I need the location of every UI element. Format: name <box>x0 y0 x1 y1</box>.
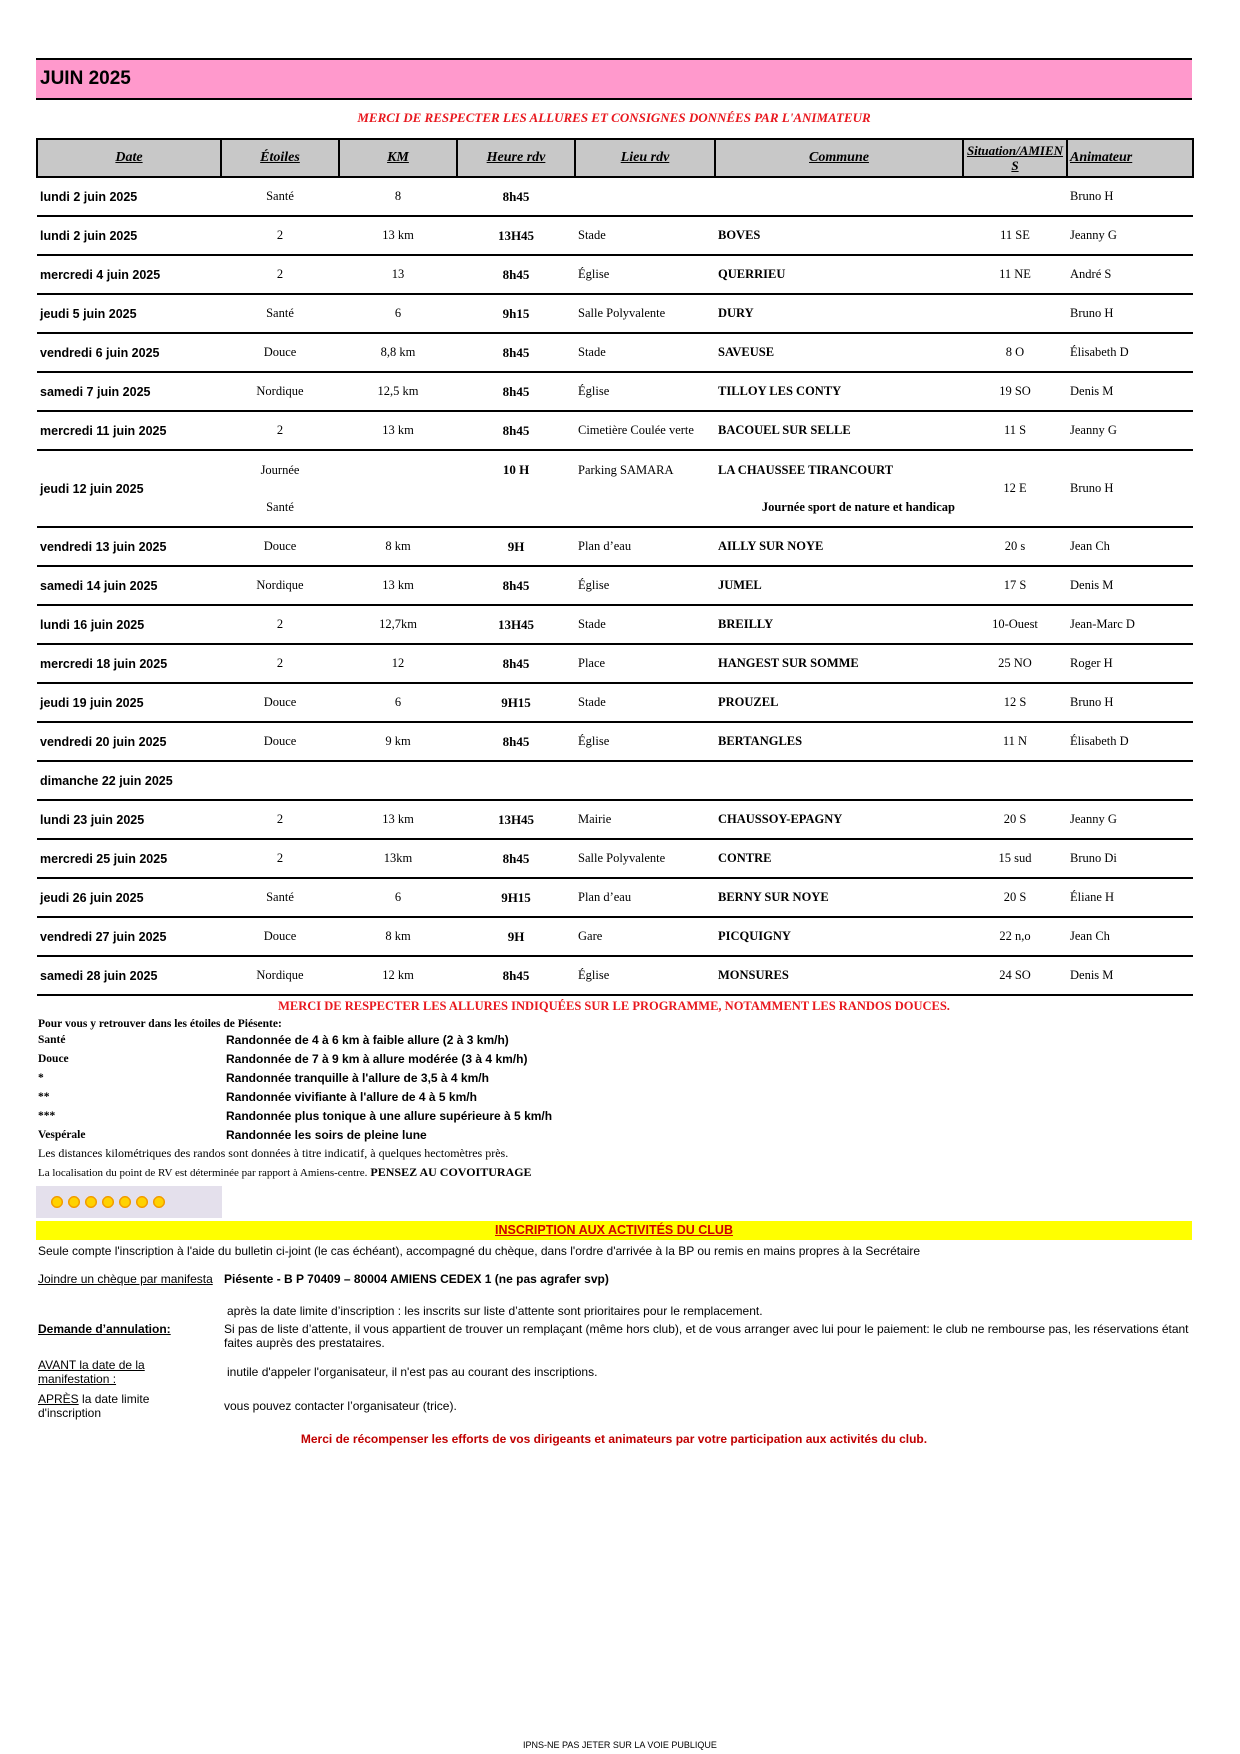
row-heure: 8h45 <box>457 956 575 995</box>
row-date: vendredi 6 juin 2025 <box>37 333 221 372</box>
table-row <box>37 333 1193 372</box>
row-km: 12,7km <box>339 605 457 644</box>
row-animateur: Bruno H <box>1067 294 1193 333</box>
row-situation: 10-Ouest <box>963 605 1067 644</box>
legend-value: Randonnée plus tonique à une allure supérieure à 5 km/h <box>226 1108 553 1123</box>
row-animateur: Jeanny G <box>1067 216 1193 255</box>
table-row <box>37 878 1193 917</box>
row-km: 9 km <box>339 722 457 761</box>
cheque-address: Piésente - B P 70409 – 80004 AMIENS CEDEX 1 (ne pas agrafer svp) <box>224 1272 609 1286</box>
row-commune: DURY <box>715 294 963 333</box>
row-date: lundi 23 juin 2025 <box>37 800 221 839</box>
row-km: 12 km <box>339 956 457 995</box>
row-km <box>339 489 457 527</box>
row-etoiles <box>221 761 339 800</box>
table-row <box>37 177 1193 216</box>
row-commune <box>715 177 963 216</box>
row-km: 8 km <box>339 917 457 956</box>
apres-label-u: APRÈS <box>38 1392 79 1406</box>
row-etoiles: Santé <box>221 489 339 527</box>
row-lieu: Gare <box>575 917 715 956</box>
row-etoiles: 2 <box>221 411 339 450</box>
row-lieu: Mairie <box>575 800 715 839</box>
row-lieu: Parking SAMARA <box>578 462 674 477</box>
row-commune: QUERRIEU <box>715 255 963 294</box>
legend-item <box>36 1125 1192 1144</box>
row-date: jeudi 12 juin 2025 <box>37 450 221 527</box>
table-body-2 <box>37 527 1193 995</box>
row-km: 6 <box>339 294 457 333</box>
row-km: 8 km <box>339 527 457 566</box>
table-row <box>37 411 1193 450</box>
row-heure: 9H15 <box>457 683 575 722</box>
row-situation: 24 SO <box>963 956 1067 995</box>
row-etoiles: Santé <box>221 177 339 216</box>
row-date: mercredi 18 juin 2025 <box>37 644 221 683</box>
row-commune: BACOUEL SUR SELLE <box>715 411 963 450</box>
row-lieu <box>575 761 715 800</box>
col-situation: Situation/AMIENS <box>963 139 1067 177</box>
row-etoiles: 2 <box>221 216 339 255</box>
sun-icon <box>84 1195 98 1209</box>
row-situation: 11 S <box>963 411 1067 450</box>
row-lieu: Stade <box>575 605 715 644</box>
table-row <box>37 839 1193 878</box>
legend-list <box>36 1030 1192 1144</box>
row-etoiles: Douce <box>221 527 339 566</box>
inscription-text: Seule compte l'inscription à l'aide du bulletin ci-joint (le cas échéant), accompagné du chèque, dans l'ordre d'arrivée à la BP ou remis en mains propres à la Secrétaire <box>38 1244 921 1258</box>
row-etoiles: Nordique <box>221 566 339 605</box>
legend-note-2 <box>38 1163 1192 1182</box>
special-event-title: Journée sport de nature et handicap <box>457 489 963 527</box>
row-etoiles: 2 <box>221 255 339 294</box>
row-animateur: André S <box>1067 255 1193 294</box>
row-km: 13 km <box>339 216 457 255</box>
row-lieu: Stade <box>575 683 715 722</box>
row-lieu: Place <box>575 644 715 683</box>
legend-key: * <box>38 1071 44 1084</box>
row-heure: 10 H <box>502 462 530 477</box>
row-lieu: Cimetière Coulée verte <box>575 411 715 450</box>
row-lieu: Stade <box>575 333 715 372</box>
legend-note-2-bold: PENSEZ AU COVOITURAGE <box>370 1165 532 1179</box>
row-etoiles: Douce <box>221 683 339 722</box>
table-body-1 <box>37 177 1193 450</box>
table-row <box>37 917 1193 956</box>
legend-value: Randonnée de 4 à 6 km à faible allure (2 à 3 km/h) <box>226 1032 509 1047</box>
row-commune: JUMEL <box>715 566 963 605</box>
row-km: 6 <box>339 878 457 917</box>
legend-key: Douce <box>38 1052 69 1065</box>
row-heure: 8h45 <box>457 566 575 605</box>
row-situation: 11 SE <box>963 216 1067 255</box>
row-lieu: Église <box>575 566 715 605</box>
cheque-label: Joindre un chèque par manifesta <box>38 1272 213 1286</box>
row-heure: 8h45 <box>457 411 575 450</box>
row-heure: 8h45 <box>457 333 575 372</box>
row-etoiles: Douce <box>221 333 339 372</box>
legend-item <box>36 1087 1192 1106</box>
legend-item <box>36 1030 1192 1049</box>
row-etoiles: 2 <box>221 800 339 839</box>
row-date: dimanche 22 juin 2025 <box>37 761 221 800</box>
row-date: samedi 14 juin 2025 <box>37 566 221 605</box>
row-etoiles: 2 <box>221 605 339 644</box>
table-row <box>37 683 1193 722</box>
row-km: 12 <box>339 644 457 683</box>
legend-key: *** <box>38 1109 56 1122</box>
table-row <box>37 294 1193 333</box>
col-heure: Heure rdv <box>457 139 575 177</box>
row-date: jeudi 26 juin 2025 <box>37 878 221 917</box>
legend-value: Randonnée tranquille à l'allure de 3,5 à 4 km/h <box>226 1070 489 1085</box>
legend-note-1: Les distances kilométriques des randos sont données à titre indicatif, à quelques hectomètres près. <box>38 1146 509 1160</box>
row-etoiles: Douce <box>221 917 339 956</box>
row-lieu: Stade <box>575 216 715 255</box>
row-km: 13 km <box>339 800 457 839</box>
col-animateur: Animateur <box>1067 139 1193 177</box>
table-row <box>37 216 1193 255</box>
row-heure: 13H45 <box>457 800 575 839</box>
legend <box>36 1018 1192 1218</box>
row-animateur: Bruno H <box>1067 450 1193 527</box>
row-etoiles: Santé <box>221 878 339 917</box>
row-animateur: Élisabeth D <box>1067 333 1193 372</box>
row-commune: BOVES <box>715 216 963 255</box>
row-heure: 9h15 <box>457 294 575 333</box>
row-km: 8,8 km <box>339 333 457 372</box>
row-date: lundi 16 juin 2025 <box>37 605 221 644</box>
row-situation <box>963 294 1067 333</box>
row-date: vendredi 20 juin 2025 <box>37 722 221 761</box>
row-km: 13km <box>339 839 457 878</box>
row-animateur: Bruno H <box>1067 177 1193 216</box>
row-heure: 8h45 <box>457 177 575 216</box>
row-etoiles: Douce <box>221 722 339 761</box>
row-lieu <box>575 177 715 216</box>
row-lieu: Église <box>575 372 715 411</box>
avant-row <box>36 1358 1192 1386</box>
bottom-warning: MERCI DE RESPECTER LES ALLURES INDIQUÉES SUR LE PROGRAMME, NOTAMMENT LES RANDOS DOUCES. <box>278 999 950 1013</box>
row-animateur: Denis M <box>1067 956 1193 995</box>
legend-item <box>36 1106 1192 1125</box>
final-message: Merci de récompenser les efforts de vos dirigeants et animateurs par votre participation aux activités du club. <box>300 1432 928 1446</box>
row-commune: CONTRE <box>715 839 963 878</box>
cheque-row <box>36 1272 1192 1298</box>
row-lieu: Plan d’eau <box>575 878 715 917</box>
row-km: 13 <box>339 255 457 294</box>
legend-item <box>36 1068 1192 1087</box>
row-heure: 8h45 <box>457 839 575 878</box>
row-situation: 20 S <box>963 800 1067 839</box>
row-km: 13 km <box>339 566 457 605</box>
row-etoiles: Nordique <box>221 956 339 995</box>
row-commune: PROUZEL <box>715 683 963 722</box>
row-date: vendredi 13 juin 2025 <box>37 527 221 566</box>
col-km: KM <box>339 139 457 177</box>
row-lieu: Salle Polyvalente <box>575 839 715 878</box>
row-animateur: Jeanny G <box>1067 411 1193 450</box>
row-date: lundi 2 juin 2025 <box>37 177 221 216</box>
row-animateur: Jean-Marc D <box>1067 605 1193 644</box>
row-situation: 17 S <box>963 566 1067 605</box>
legend-note-2-text: La localisation du point de RV est déterminée par rapport à Amiens-centre. <box>38 1167 368 1179</box>
row-date: lundi 2 juin 2025 <box>37 216 221 255</box>
row-animateur: Jean Ch <box>1067 917 1193 956</box>
row-commune: HANGEST SUR SOMME <box>715 644 963 683</box>
row-km: 8 <box>339 177 457 216</box>
row-situation: 20 S <box>963 878 1067 917</box>
row-lieu: Église <box>575 722 715 761</box>
row-heure: 13H45 <box>457 605 575 644</box>
row-heure: 8h45 <box>457 255 575 294</box>
row-commune <box>715 761 963 800</box>
row-situation: 8 O <box>963 333 1067 372</box>
row-animateur: Élisabeth D <box>1067 722 1193 761</box>
row-heure: 9H <box>457 917 575 956</box>
row-km: 12,5 km <box>339 372 457 411</box>
row-situation: 20 s <box>963 527 1067 566</box>
table-row <box>37 800 1193 839</box>
row-situation <box>963 177 1067 216</box>
legend-key: ** <box>38 1090 50 1103</box>
legend-value: Randonnée les soirs de pleine lune <box>226 1127 427 1142</box>
row-heure: 8h45 <box>457 722 575 761</box>
row-etoiles: 2 <box>221 644 339 683</box>
row-animateur: Bruno Di <box>1067 839 1193 878</box>
legend-key: Vespérale <box>38 1128 86 1141</box>
row-commune: LA CHAUSSEE TIRANCOURT <box>718 462 894 477</box>
after-limit-row <box>36 1298 1192 1318</box>
row-commune: TILLOY LES CONTY <box>715 372 963 411</box>
row-commune: MONSURES <box>715 956 963 995</box>
row-animateur: Éliane H <box>1067 878 1193 917</box>
special-row <box>37 450 1193 527</box>
avant-label <box>36 1358 206 1386</box>
row-situation: 15 sud <box>963 839 1067 878</box>
row-date: jeudi 19 juin 2025 <box>37 683 221 722</box>
table-row <box>37 566 1193 605</box>
row-animateur: Bruno H <box>1067 683 1193 722</box>
legend-value: Randonnée vivifiante à l'allure de 4 à 5 km/h <box>226 1089 477 1104</box>
row-date: mercredi 11 juin 2025 <box>37 411 221 450</box>
row-situation: 11 N <box>963 722 1067 761</box>
row-etoiles: Nordique <box>221 372 339 411</box>
inscription-title: INSCRIPTION AUX ACTIVITÉS DU CLUB <box>36 1221 1192 1240</box>
sun-icon <box>152 1195 166 1209</box>
top-warning: MERCI DE RESPECTER LES ALLURES ET CONSIGNES DONNÉES PAR L'ANIMATEUR <box>357 110 871 125</box>
row-commune: AILLY SUR NOYE <box>715 527 963 566</box>
table-header <box>37 139 1193 177</box>
annulation-text: Si pas de liste d’attente, il vous appartient de trouver un remplaçant (même hors club), et de vous arranger avec lui pour le paiement: le club ne rembourse pas, les réservations étant faites auprès des prestataires. <box>224 1322 1189 1350</box>
row-commune: PICQUIGNY <box>715 917 963 956</box>
row-km <box>339 761 457 800</box>
row-commune: BERTANGLES <box>715 722 963 761</box>
annulation-label: Demande d’annulation: <box>38 1322 171 1336</box>
row-heure: 8h45 <box>457 644 575 683</box>
table-row <box>37 956 1193 995</box>
avant-label-rest: la date de la manifestation : <box>38 1358 145 1386</box>
annulation-row <box>36 1322 1192 1350</box>
row-situation: 25 NO <box>963 644 1067 683</box>
legend-value: Randonnée de 7 à 9 km à allure modérée (3 à 4 km/h) <box>226 1051 528 1066</box>
row-animateur <box>1067 761 1193 800</box>
table-row <box>37 527 1193 566</box>
row-commune: BREILLY <box>715 605 963 644</box>
row-date: vendredi 27 juin 2025 <box>37 917 221 956</box>
row-heure: 9H15 <box>457 878 575 917</box>
row-km <box>339 450 457 489</box>
legend-key: Santé <box>38 1033 66 1046</box>
row-etoiles: Journée <box>260 462 300 477</box>
apres-text: vous pouvez contacter l’organisateur (trice). <box>224 1399 457 1413</box>
sun-icon <box>67 1195 81 1209</box>
col-date: Date <box>37 139 221 177</box>
apres-label-rest: la date limite d'inscription <box>38 1392 150 1420</box>
month-title: JUIN 2025 <box>36 58 1192 100</box>
row-animateur: Jeanny G <box>1067 800 1193 839</box>
row-situation: 12 S <box>963 683 1067 722</box>
row-animateur: Denis M <box>1067 566 1193 605</box>
row-date: mercredi 4 juin 2025 <box>37 255 221 294</box>
page <box>36 58 1192 1446</box>
row-commune: CHAUSSOY-EPAGNY <box>715 800 963 839</box>
row-date: jeudi 5 juin 2025 <box>37 294 221 333</box>
row-commune: BERNY SUR NOYE <box>715 878 963 917</box>
row-lieu: Salle Polyvalente <box>575 294 715 333</box>
apres-label <box>36 1392 206 1420</box>
row-heure: 13H45 <box>457 216 575 255</box>
table-row <box>37 644 1193 683</box>
row-situation: 12 E <box>963 450 1067 527</box>
row-lieu: Plan d’eau <box>575 527 715 566</box>
program-table <box>36 138 1194 996</box>
row-km: 6 <box>339 683 457 722</box>
row-situation: 19 SO <box>963 372 1067 411</box>
table-row <box>37 605 1193 644</box>
sun-icon <box>50 1195 64 1209</box>
row-animateur: Roger H <box>1067 644 1193 683</box>
col-commune: Commune <box>715 139 963 177</box>
row-situation <box>963 761 1067 800</box>
row-etoiles: 2 <box>221 839 339 878</box>
row-lieu: Église <box>575 255 715 294</box>
avant-label-u: AVANT <box>38 1358 77 1372</box>
row-situation: 11 NE <box>963 255 1067 294</box>
row-animateur: Denis M <box>1067 372 1193 411</box>
row-date: samedi 28 juin 2025 <box>37 956 221 995</box>
table-row <box>37 372 1193 411</box>
legend-item <box>36 1049 1192 1068</box>
sun-icon <box>118 1195 132 1209</box>
stars-box <box>36 1186 222 1218</box>
table-row <box>37 761 1193 800</box>
row-commune: SAVEUSE <box>715 333 963 372</box>
row-animateur: Jean Ch <box>1067 527 1193 566</box>
row-date: mercredi 25 juin 2025 <box>37 839 221 878</box>
avant-text: inutile d'appeler l'organisateur, il n'est pas au courant des inscriptions. <box>227 1365 598 1379</box>
table-row <box>37 722 1193 761</box>
legend-intro: Pour vous y retrouver dans les étoiles de Piésente: <box>38 1018 282 1030</box>
row-lieu: Église <box>575 956 715 995</box>
col-lieu: Lieu rdv <box>575 139 715 177</box>
after-limit-text: après la date limite d’inscription : les inscrits sur liste d’attente sont prioritaires pour le remplacement. <box>227 1304 763 1318</box>
footer: IPNS-NE PAS JETER SUR LA VOIE PUBLIQUE <box>523 1740 717 1750</box>
table-row <box>37 255 1193 294</box>
row-etoiles: Santé <box>221 294 339 333</box>
row-situation: 22 n,o <box>963 917 1067 956</box>
sun-icon <box>101 1195 115 1209</box>
row-heure <box>457 761 575 800</box>
apres-row <box>36 1392 1192 1420</box>
col-etoiles: Étoiles <box>221 139 339 177</box>
row-heure: 9H <box>457 527 575 566</box>
row-heure: 8h45 <box>457 372 575 411</box>
sun-icon <box>135 1195 149 1209</box>
row-km: 13 km <box>339 411 457 450</box>
row-date: samedi 7 juin 2025 <box>37 372 221 411</box>
